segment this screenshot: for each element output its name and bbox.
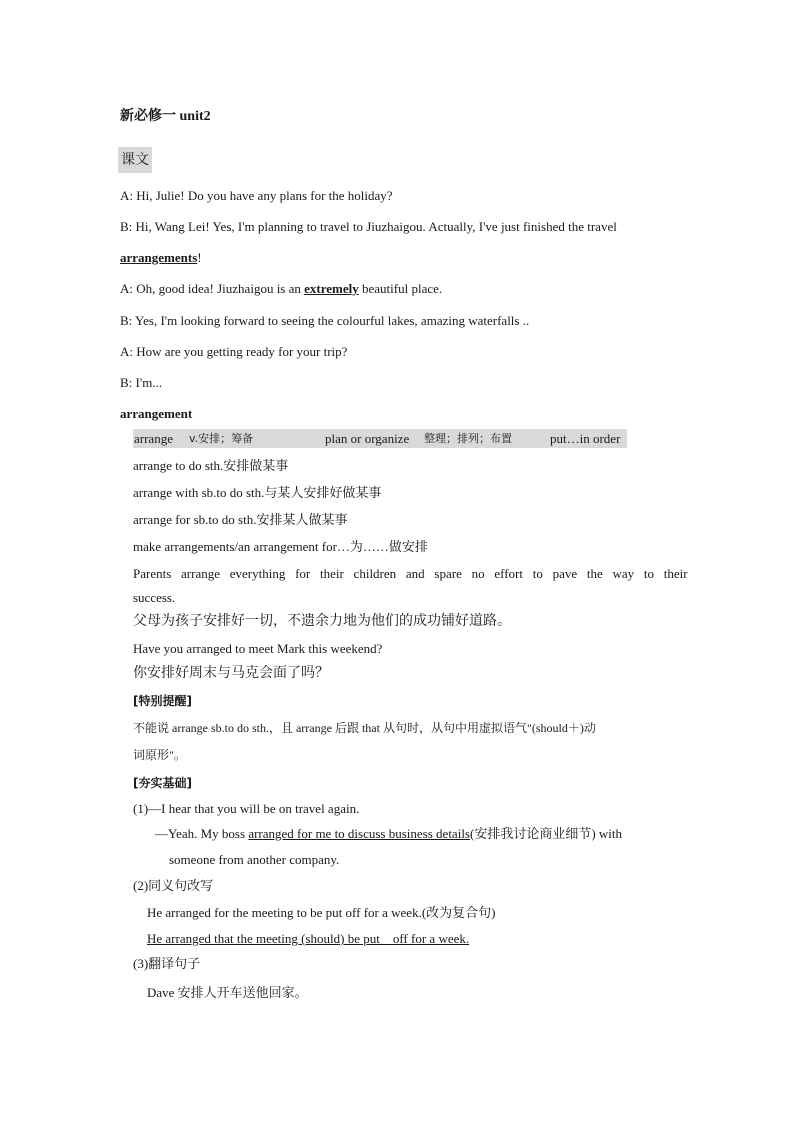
section-tag: 课文: [118, 147, 152, 173]
dialog-line-a2: A: Oh, good idea! Jiuzhaigou is an extremely beautiful place.: [120, 281, 443, 296]
practice-q2-line1: He arranged for the meeting to be put off for a week.(改为复合句): [147, 905, 496, 920]
vocab-definition: arrange v.安排；筹备 plan or organize 整理；排列；布置 put…in order: [133, 429, 627, 448]
note-line-1: 不能说 arrange sb.to do sth.，且 arrange 后跟 that 从句时，从句中用虚拟语气"(should＋)动: [133, 721, 596, 735]
dialog-line-b2: B: Yes, I'm looking forward to seeing the colourful lakes, amazing waterfalls ..: [120, 313, 530, 328]
practice-q1-line1: (1)—I hear that you will be on travel again.: [133, 801, 360, 816]
example-2-cn: 你安排好周末与马克会面了吗？: [133, 665, 329, 681]
answer-q1: arranged for me to discuss business details: [248, 826, 470, 841]
keyword-arrangements: arrangements: [120, 250, 198, 265]
example-2-en: Have you arranged to meet Mark this weekend?: [133, 641, 383, 656]
phrase-1: arrange to do sth.安排做某事: [133, 458, 289, 473]
answer-q2: He arranged that the meeting (should) be put off for a week.: [147, 931, 470, 946]
phrase-2: arrange with sb.to do sth.与某人安排好做某事: [133, 485, 382, 500]
vocab-headword: arrangement: [120, 406, 193, 421]
dialog-line-b3: B: I'm...: [120, 375, 163, 390]
practice-q3-line1: Dave 安排人开车送他回家。: [147, 985, 308, 1000]
practice-q3-heading: (3)翻译句子: [133, 956, 201, 971]
note-heading: [特别提醒]: [133, 694, 192, 708]
dialog-line-a3: A: How are you getting ready for your trip?: [120, 344, 348, 359]
example-1-en: Parents arrange everything for their children and spare no effort to pave the way to their: [133, 566, 688, 581]
example-1-en-cont: success.: [133, 590, 176, 605]
note-line-2: 词原形"。: [133, 748, 186, 762]
dialog-line-a1: A: Hi, Julie! Do you have any plans for the holiday?: [120, 188, 393, 203]
practice-q2-heading: (2)同义句改写: [133, 878, 214, 893]
practice-q1-line3: someone from another company.: [169, 852, 340, 867]
example-1-cn: 父母为孩子安排好一切，不遗余力地为他们的成功铺好道路。: [133, 613, 511, 629]
phrase-3: arrange for sb.to do sth.安排某人做某事: [133, 512, 348, 527]
practice-heading: [夯实基础]: [133, 776, 192, 790]
keyword-extremely: extremely: [304, 281, 359, 296]
page-title: 新必修一 unit2: [120, 109, 211, 124]
dialog-line-b1: B: Hi, Wang Lei! Yes, I'm planning to travel to Jiuzhaigou. Actually, I've just finished the travel: [120, 219, 617, 234]
dialog-line-b1-cont: arrangements!: [120, 250, 202, 265]
practice-q1-line2: —Yeah. My boss arranged for me to discuss business details(安排我讨论商业细节) with: [155, 826, 623, 841]
phrase-4: make arrangements/an arrangement for…为……做安排: [133, 539, 428, 554]
